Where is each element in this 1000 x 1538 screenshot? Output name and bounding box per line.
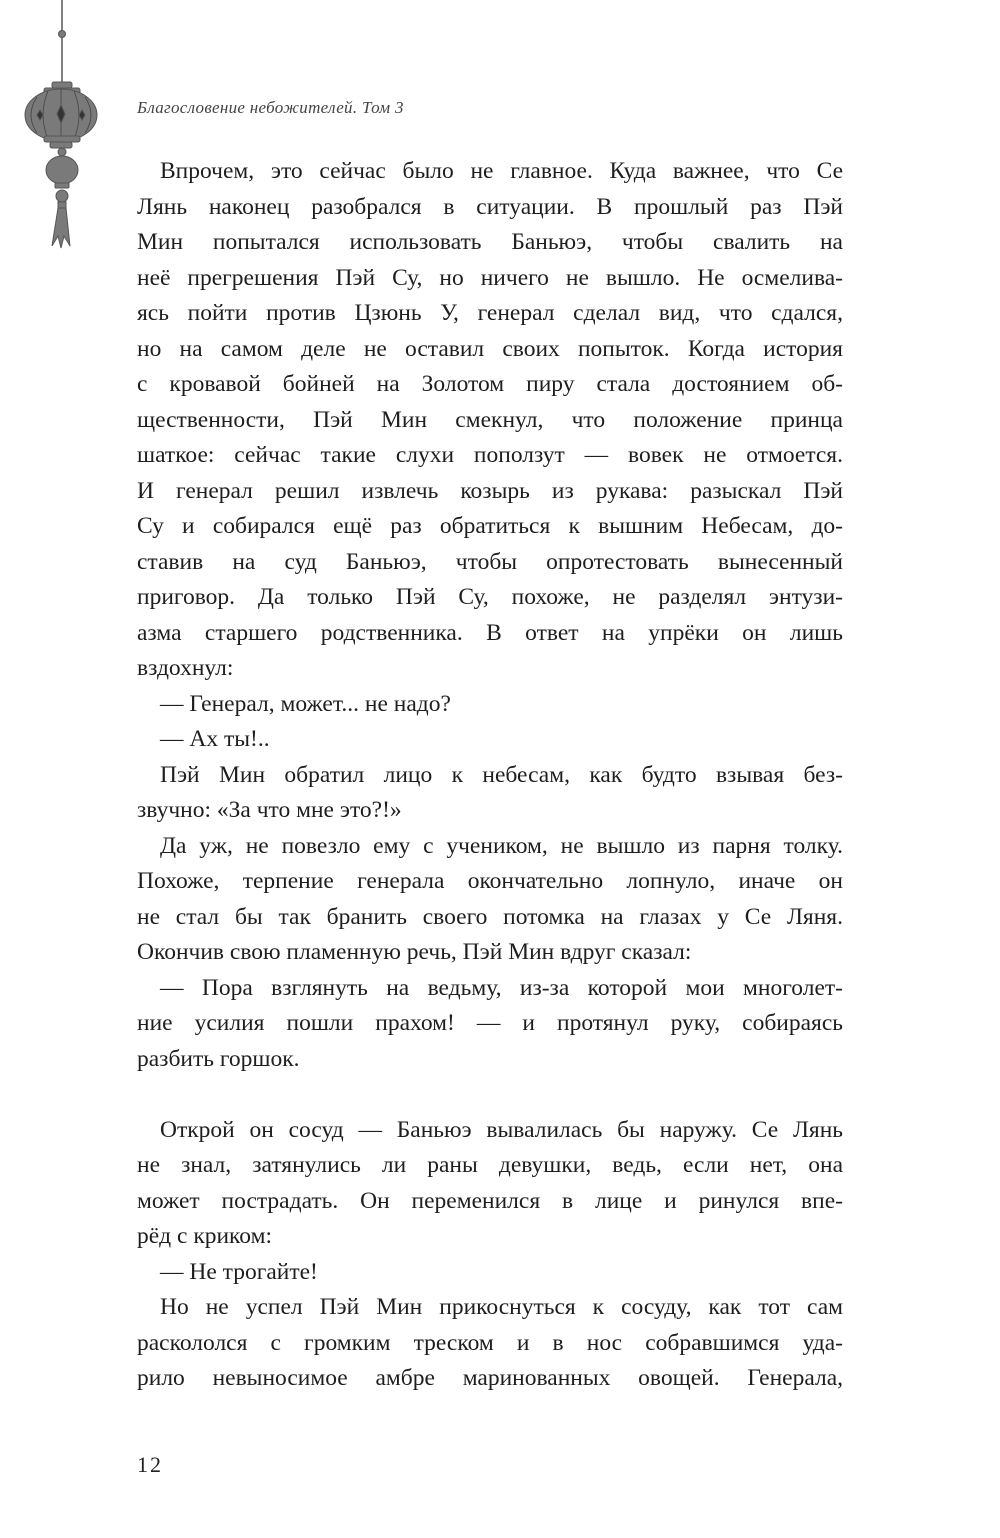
text-line: неё прегрешения Пэй Су, но ничего не вышло. Не осмелива-: [137, 264, 843, 291]
text-line: ние усилия пошли прахом! — и протянул руку, собираясь: [137, 1010, 843, 1036]
text-line: раскололся с громким треском и в нос собравшимся уда-: [137, 1329, 843, 1356]
text-line: шаткое: сейчас такие слухи поползут — вовек не отмоется.: [137, 442, 843, 468]
lantern-illustration: [0, 0, 120, 260]
text-line: ясь пойти против Цзюнь У, генерал сделал вид, что сдался,: [137, 300, 843, 326]
text-line: Открой он сосуд — Баньюэ вывалилась бы наружу. Се Лянь: [160, 1116, 843, 1143]
text-line: звучно: «За что мне это?!»: [137, 797, 402, 823]
text-line: азма старшего родственника. В ответ на упрёки он лишь: [137, 619, 843, 646]
text-line: Впрочем, это сейчас было не главное. Куда важнее, что Се: [160, 158, 843, 184]
text-line: — Генерал, может... не надо?: [160, 690, 451, 717]
text-line: — Не трогайте!: [160, 1258, 318, 1285]
text-line: разбить горшок.: [137, 1045, 300, 1072]
text-line: с кровавой бойней на Золотом пиру стала достоянием об-: [137, 371, 843, 397]
text-line: Лянь наконец разобрался в ситуации. В прошлый раз Пэй: [137, 193, 843, 220]
running-header-title: Благословение небожителей. Том 3: [137, 98, 404, 117]
text-line: Мин попытался использовать Баньюэ, чтобы свалить на: [137, 229, 843, 255]
text-line: Похоже, терпение генерала окончательно лопнуло, иначе он: [137, 868, 843, 894]
text-line: Пэй Мин обратил лицо к небесам, как будто взывая без-: [160, 761, 843, 788]
text-line: — Пора взглянуть на ведьму, из-за которой мои многолет-: [160, 974, 843, 1001]
text-line: рило невыносимое амбре маринованных овощей. Генерала,: [137, 1365, 843, 1391]
text-line: но на самом деле не оставил своих попыток. Когда история: [137, 335, 843, 362]
text-line: вздохнул:: [137, 655, 234, 681]
text-line: не стал бы так бранить своего потомка на глазах у Се Ляня.: [137, 903, 843, 930]
page-number: 12: [137, 1452, 163, 1477]
text-line: Су и собирался ещё раз обратиться к вышним Небесам, до-: [137, 513, 843, 539]
blank-line: [137, 1077, 843, 1113]
text-line: приговор. Да только Пэй Су, похоже, не разделял энтузи-: [137, 584, 843, 610]
text-line: Окончив свою пламенную речь, Пэй Мин вдруг сказал:: [137, 939, 692, 965]
text-line: И генерал решил извлечь козырь из рукава: разыскал Пэй: [137, 477, 843, 504]
text-line: не знал, затянулись ли раны девушки, ведь, если нет, она: [137, 1152, 843, 1178]
text-line: ставив на суд Баньюэ, чтобы опротестовать вынесенный: [137, 548, 843, 575]
text-line: щественности, Пэй Мин смекнул, что положение принца: [137, 406, 843, 433]
text-line: рёд с криком:: [137, 1223, 272, 1249]
text-line: Да уж, не повезло ему с учеником, не вышло из парня толку.: [160, 832, 843, 859]
text-line: Но не успел Пэй Мин прикоснуться к сосуду, как тот сам: [160, 1294, 843, 1320]
body-text: [137, 154, 843, 1397]
text-line: — Ах ты!..: [160, 726, 270, 752]
text-line: может пострадать. Он переменился в лице и ринулся впе-: [137, 1187, 843, 1214]
